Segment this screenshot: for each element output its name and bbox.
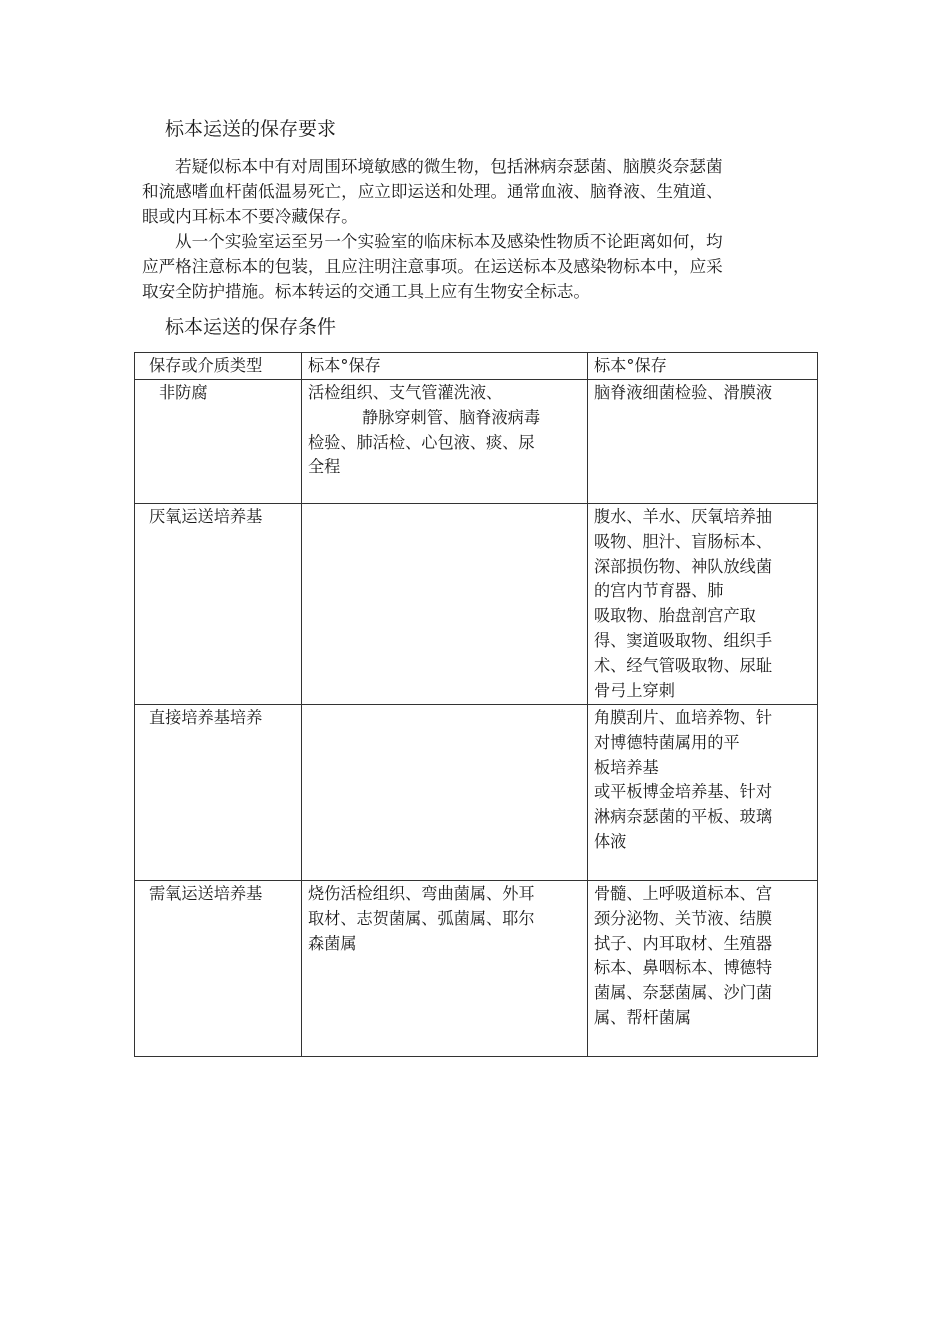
paragraph-line: 从一个实验室运至另一个实验室的临床标本及感染性物质不论距离如何，均 — [175, 232, 723, 251]
cell-line: 或平板博金培养基、针对 — [594, 782, 773, 802]
cell-line: 骨弓上穿刺 — [594, 680, 675, 700]
cell-line: 术、经气管吸取物、尿耻 — [594, 655, 773, 675]
row-col3-cell — [588, 705, 818, 881]
section-heading-conditions: 标本运送的保存条件 — [165, 316, 337, 338]
table-row — [135, 380, 818, 504]
row-col2-cell — [302, 504, 588, 705]
cell-line: 的宫内节育器、肺 — [594, 581, 724, 601]
cell-line: 烧伤活检组织、弯曲菌属、外耳 — [308, 884, 535, 903]
row-type-cell: 厌氧运送培养基 — [135, 504, 302, 705]
header-cell-storage-a: 标本°保存 — [302, 353, 588, 380]
cell-line: 森菌属 — [308, 933, 357, 953]
row-col2-cell — [302, 881, 588, 1057]
cell-line: 腹水、羊水、厌氧培养抽 — [594, 507, 773, 526]
section-heading-requirements: 标本运送的保存要求 — [165, 118, 337, 140]
table-header-row — [135, 353, 818, 380]
cell-line: 静脉穿刺管、脑脊液病毒 — [362, 407, 541, 427]
paragraph-line: 应严格注意标本的包装，且应注明注意事项。在运送标本及感染物标本中，应采 — [142, 257, 723, 276]
cell-line: 体液 — [594, 831, 627, 851]
header-cell-type: 保存或介质类型 — [135, 353, 302, 380]
row-col3-cell — [588, 380, 818, 504]
table-row — [135, 504, 818, 705]
row-type-cell: 直接培养基培养 — [135, 705, 302, 881]
header-cell-storage-b: 标本°保存 — [588, 353, 818, 380]
paragraph-line: 和流感嗜血杆菌低温易死亡，应立即运送和处理。通常血液、脑脊液、生殖道、 — [142, 182, 723, 201]
cell-line: 拭子、内耳取材、生殖器 — [594, 933, 773, 953]
cell-line: 淋病奈瑟菌的平板、玻璃 — [594, 807, 773, 827]
cell-line: 深部损伤物、神队放线菌 — [594, 556, 773, 576]
cell-line: 属、帮杆菌属 — [594, 1007, 692, 1027]
cell-line: 菌属、奈瑟菌属、沙门菌 — [594, 983, 773, 1003]
cell-line: 板培养基 — [594, 757, 659, 777]
row-col3-cell — [588, 881, 818, 1057]
row-col2-cell — [302, 705, 588, 881]
row-type-cell: 需氧运送培养基 — [135, 881, 302, 1057]
cell-line: 吸取物、胎盘剖宫产取 — [594, 606, 756, 626]
paragraph-line: 眼或内耳标本不要冷藏保存。 — [142, 207, 358, 226]
storage-conditions-table — [134, 352, 818, 1057]
cell-line: 活检组织、支气管灌洗液、 — [308, 383, 503, 402]
row-type-cell: 非防腐 — [135, 380, 302, 504]
cell-line: 对博德特菌属用的平 — [594, 732, 740, 752]
cell-line: 全程 — [308, 457, 341, 477]
row-col2-cell — [302, 380, 588, 504]
cell-line: 检验、肺活检、心包液、痰、尿 — [308, 432, 535, 452]
paragraph-sensitive-microbes — [142, 154, 817, 229]
cell-line: 吸物、胆汁、盲肠标本、 — [594, 531, 773, 551]
cell-line: 标本、鼻咽标本、博德特 — [594, 958, 773, 978]
paragraph-transport-between-labs — [142, 229, 817, 304]
cell-line: 得、窦道吸取物、组织手 — [594, 630, 773, 650]
cell-line: 取材、志贺菌属、弧菌属、耶尔 — [308, 908, 535, 928]
table-row — [135, 881, 818, 1057]
cell-line: 脑脊液细菌检验、滑膜液 — [594, 383, 773, 402]
cell-line: 骨髓、上呼吸道标本、宫 — [594, 884, 773, 903]
paragraph-line: 若疑似标本中有对周围环境敏感的微生物，包括淋病奈瑟菌、脑膜炎奈瑟菌 — [175, 157, 723, 176]
cell-line: 颈分泌物、关节液、结膜 — [594, 908, 773, 928]
row-col3-cell — [588, 504, 818, 705]
paragraph-line: 取安全防护措施。标本转运的交通工具上应有生物安全标志。 — [142, 282, 591, 301]
cell-line: 角膜刮片、血培养物、针 — [594, 708, 773, 727]
table-row — [135, 705, 818, 881]
